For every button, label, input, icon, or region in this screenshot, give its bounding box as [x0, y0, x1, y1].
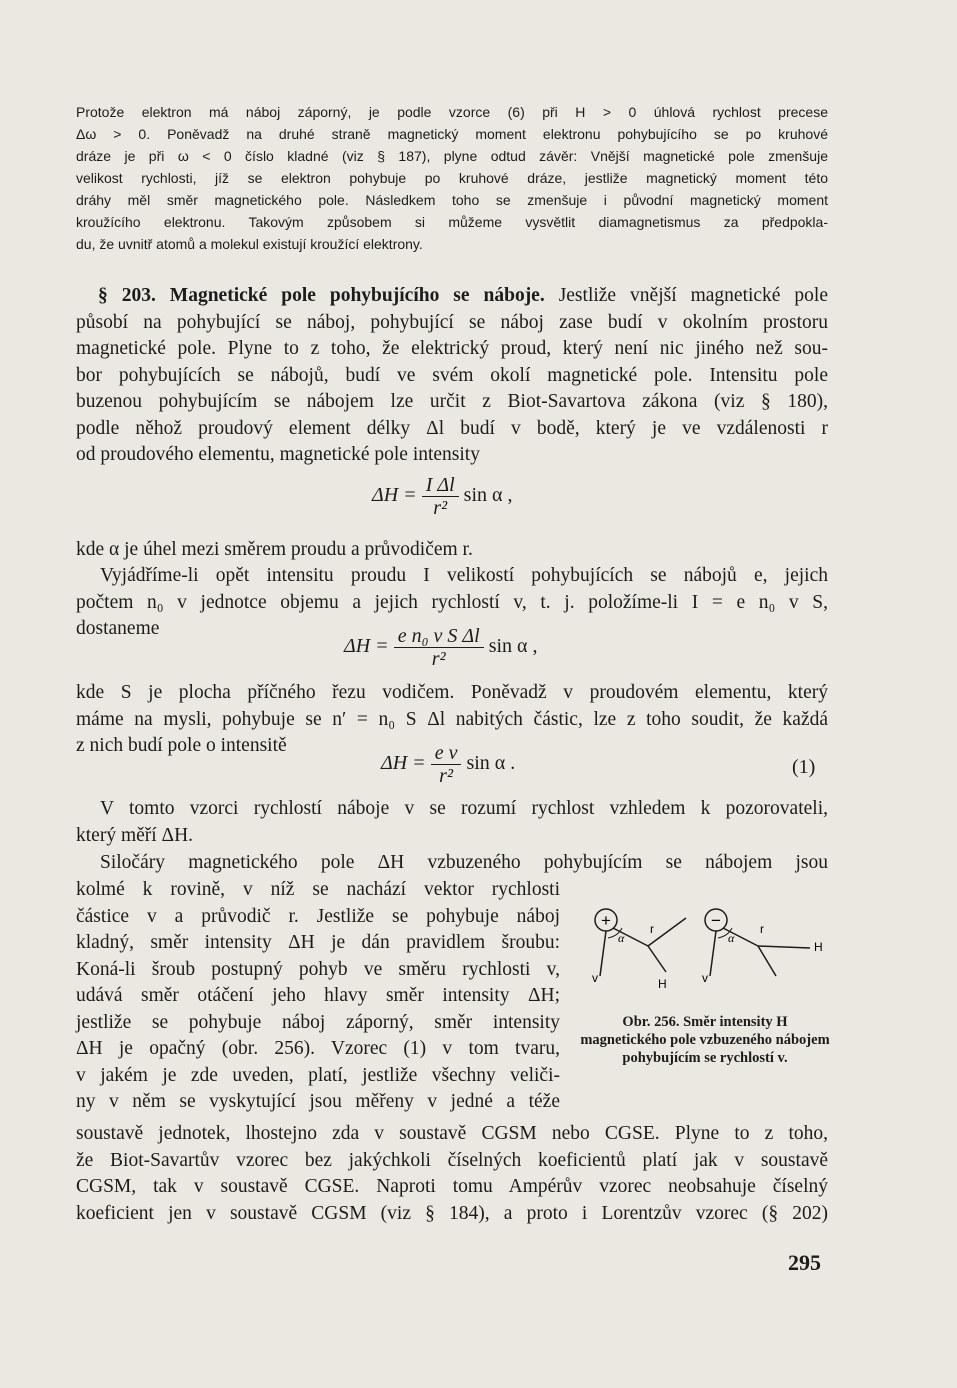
positive-charge-diagram — [592, 909, 686, 991]
body-line: buzenou pohybujícím se nábojem lze určit z Biot-Savartova zákona (viz § 180), — [76, 391, 828, 412]
body-line: počtem n₀ v jednotce objemu a jejich rychlostí v, t. j. položíme-li I = e n₀ v S, — [76, 591, 828, 613]
formula-fraction — [431, 742, 462, 787]
section-paragraph-2 — [76, 537, 828, 564]
v-label: v — [702, 971, 708, 985]
section-first-line — [76, 283, 828, 310]
formula-denominator: r² — [433, 497, 448, 519]
v-label: v — [592, 971, 598, 985]
formula-numerator: e v — [431, 742, 462, 765]
body-line: Vyjádříme-li opět intensitu proudu I velikostí pohybujících se nábojů e, jejich — [100, 565, 828, 586]
section-paragraph-1 — [76, 283, 828, 469]
body-line: koeficient jen v soustavě CGSM (viz § 184), a proto i Lorentzův vzorec (§ 202) — [76, 1202, 828, 1224]
formula-tail: sin α , — [463, 484, 513, 507]
intro-line: dráze je při ω < 0 číslo kladné (viz § 187), plyne odtud závěr: Vnější magnetické pole zmenšuje — [76, 148, 828, 164]
body-line: udává směr otáčení jeho hlavy směr intensity ΔH; — [76, 985, 560, 1006]
formula-tail: sin α . — [466, 752, 516, 775]
body-line: ny v něm se vyskytující jsou měřeny v jedné a téže — [76, 1091, 560, 1112]
field-vector — [758, 946, 810, 948]
body-line: z nich budí pole o intensitě — [76, 735, 287, 756]
negative-charge-diagram — [702, 909, 823, 985]
body-line: kde S je plocha příčného řezu vodičem. Poněvadž v proudovém elementu, který — [76, 682, 828, 703]
body-line: ΔH je opačný (obr. 256). Vzorec (1) v tom tvaru, — [76, 1038, 560, 1059]
formula-tail: sin α , — [488, 635, 538, 658]
body-line: jestliže se pohybuje náboj záporný, směr intensity — [76, 1011, 560, 1033]
body-line: magnetické pole. Plyne to z toho, že elektrický proud, který není nic jiného než sou- — [76, 338, 828, 359]
intro-line: du, že uvnitř atomů a molekul existují kroužící elektrony. — [76, 236, 423, 252]
figure-256 — [580, 898, 830, 998]
body-line: máme na mysli, pohybuje se n′ = n₀ S Δl nabitých částic, lze z toho soudit, že každá — [76, 708, 828, 730]
body-line: soustavě jednotek, lhostejno zda v soustavě CGSM nebo CGSE. Plyne to z toho, — [76, 1123, 828, 1144]
velocity-vector — [710, 931, 716, 976]
body-line: částice v a průvodič r. Jestliže se pohybuje náboj — [76, 905, 560, 927]
intro-line: Δω > 0. Poněvadž na druhé straně magnetický moment elektronu pohybujícího se po kruhové — [76, 126, 828, 142]
h-label: H — [658, 977, 667, 991]
intro-line: kroužícího elektronu. Takovým způsobem si můžeme vysvětlit diamagnetismus za předpokla- — [76, 214, 828, 230]
intro-line: velikost rychlosti, jíž se elektron pohybuje po kruhové dráze, jestliže magnetický moment této — [76, 170, 828, 186]
section-paragraph-6-first — [76, 850, 828, 877]
alpha-label: α — [618, 931, 625, 945]
formula-numerator: I Δl — [422, 474, 459, 497]
body-line: že Biot-Savartův vzorec bez jakýchkoli číselných koeficientů platí jak v soustavě — [76, 1149, 828, 1171]
intro-line: dráhy měl směr magnetického pole. Následkem toho se zmenšuje i původní magnetický moment — [76, 192, 828, 208]
intro-line: Protože elektron má náboj záporný, je podle vzorce (6) při H > 0 úhlová rychlost precese — [76, 104, 828, 120]
section-paragraph-6-narrow — [76, 877, 560, 1116]
body-line: bor pohybujících se nábojů, budí ve svém okolí magnetické pole. Intensitu pole — [76, 364, 828, 386]
section-paragraph-6-rest — [76, 1121, 828, 1227]
equation-number: (1) — [792, 756, 816, 778]
intro-paragraph — [76, 101, 828, 255]
formula-fraction — [394, 625, 484, 670]
formula-numerator: e n₀ v S Δl — [394, 625, 484, 648]
plus-sign: + — [601, 911, 611, 930]
section-paragraph-5 — [76, 796, 828, 849]
r-label: r — [760, 922, 764, 936]
formula-3 — [381, 742, 515, 787]
formula-denominator: r² — [439, 765, 453, 787]
formula-lhs: ΔH = — [372, 484, 417, 507]
body-line: kde α je úhel mezi směrem proudu a průvodičem r. — [76, 539, 473, 560]
h-label: H — [814, 940, 823, 954]
body-line: působí na pohybující se náboj, pohybující se náboj zase budí v okolním prostoru — [76, 311, 828, 333]
formula-2 — [344, 625, 538, 670]
body-line: Koná-li šroub postupný pohyb ve směru rychlosti v, — [76, 958, 560, 980]
body-line: od proudového elementu, magnetické pole intensity — [76, 444, 480, 465]
page-number: 295 — [788, 1250, 821, 1275]
body-line: Siločáry magnetického pole ΔH vzbuzeného pohybujícím se nábojem jsou — [100, 852, 828, 873]
body-line: v jakém je zde uveden, platí, jestliže všechny veliči- — [76, 1064, 560, 1086]
formula-fraction — [422, 474, 459, 519]
body-line: CGSM, tak v soustavě CGSE. Naproti tomu Ampérův vzorec neobsahuje číselný — [76, 1176, 828, 1197]
field-line — [758, 946, 776, 976]
figure-caption: Obr. 256. Směr intensity H magnetického pole vzbuzeného nábojem pohybujícím se rychlostí v. — [580, 1014, 830, 1066]
field-vector — [648, 946, 666, 972]
formula-lhs: ΔH = — [381, 752, 426, 775]
formula-lhs: ΔH = — [344, 635, 389, 658]
body-line: podle něhož proudový element délky Δl budí v bodě, který je ve vzdálenosti r — [76, 417, 828, 439]
figure-diagram — [580, 898, 830, 998]
body-line: kladný, směr intensity ΔH je dán pravidlem šroubu: — [76, 932, 560, 953]
body-line: V tomto vzorci rychlostí náboje v se rozumí rychlost vzhledem k pozorovateli, — [100, 798, 828, 819]
minus-sign: − — [711, 911, 721, 930]
alpha-label: α — [728, 931, 735, 945]
body-line: dostaneme — [76, 618, 160, 639]
body-line: který měří ΔH. — [76, 824, 194, 846]
section-first-text: Jestliže vnější magnetické pole — [558, 285, 829, 306]
velocity-vector — [600, 931, 606, 976]
section-title: § 203. Magnetické pole pohybujícího se náboje. — [98, 285, 545, 306]
body-line: kolmé k rovině, v níž se nachází vektor rychlosti — [76, 879, 560, 900]
formula-1 — [372, 474, 512, 519]
formula-denominator: r² — [431, 648, 446, 670]
r-label: r — [650, 922, 654, 936]
